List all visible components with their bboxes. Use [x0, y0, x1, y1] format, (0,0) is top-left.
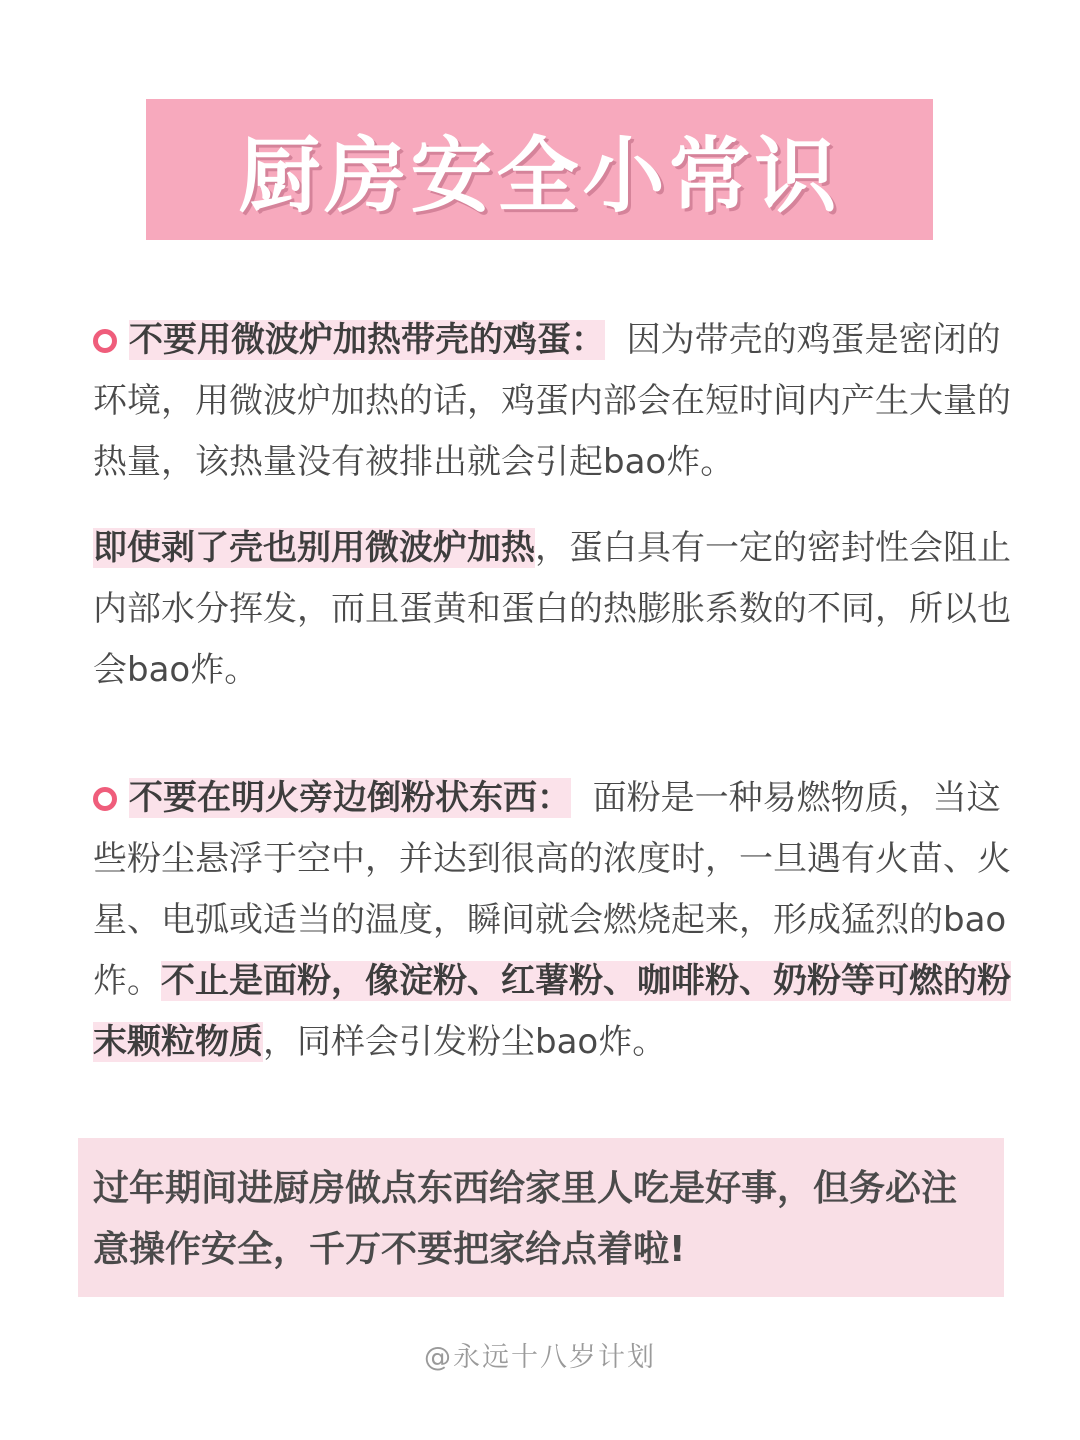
section-powder-fire	[93, 768, 1013, 1073]
highlight-text: 不止是面粉，像淀粉、红薯粉、咖啡粉、奶粉等可燃的粉末颗粒物质	[93, 961, 1011, 1062]
section-body: ，蛋白具有一定的密封性会阻止内部水分挥发，而且蛋黄和蛋白的热膨胀系数的不同，所以也会bao炸。	[93, 528, 1011, 690]
section-tail: ，同样会引发粉尘bao炸。	[263, 1022, 667, 1062]
paragraph	[93, 310, 1013, 493]
circle-bullet-icon	[93, 787, 117, 811]
paragraph	[93, 768, 1013, 1073]
callout-box	[78, 1138, 1004, 1297]
footer-credit: @永远十八岁计划	[424, 1342, 656, 1373]
circle-bullet-icon	[93, 329, 117, 353]
paragraph	[93, 518, 1013, 701]
page-title: 厨房安全小常识	[238, 129, 841, 224]
title-banner	[146, 99, 933, 240]
section-body: 因为带壳的鸡蛋是密闭的环境，用微波炉加热的话，鸡蛋内部会在短时间内产生大量的热量，该热量没有被排出就会引起bao炸。	[93, 320, 1011, 482]
section-peeled-eggs	[93, 518, 1013, 701]
section-body: 面粉是一种易燃物质，当这些粉尘悬浮于空中，并达到很高的浓度时，一旦遇有火苗、火星、电弧或适当的温度，瞬间就会燃烧起来，形成猛烈的bao炸。	[93, 778, 1011, 1001]
section-microwave-eggs	[93, 310, 1013, 493]
highlight-text: 即使剥了壳也别用微波炉加热	[93, 528, 535, 568]
callout-text: 过年期间进厨房做点东西给家里人吃是好事，但务必注意操作安全，千万不要把家给点着啦!	[93, 1168, 958, 1270]
section-heading: 不要在明火旁边倒粉状东西：	[129, 778, 571, 818]
section-heading: 不要用微波炉加热带壳的鸡蛋：	[129, 320, 605, 360]
